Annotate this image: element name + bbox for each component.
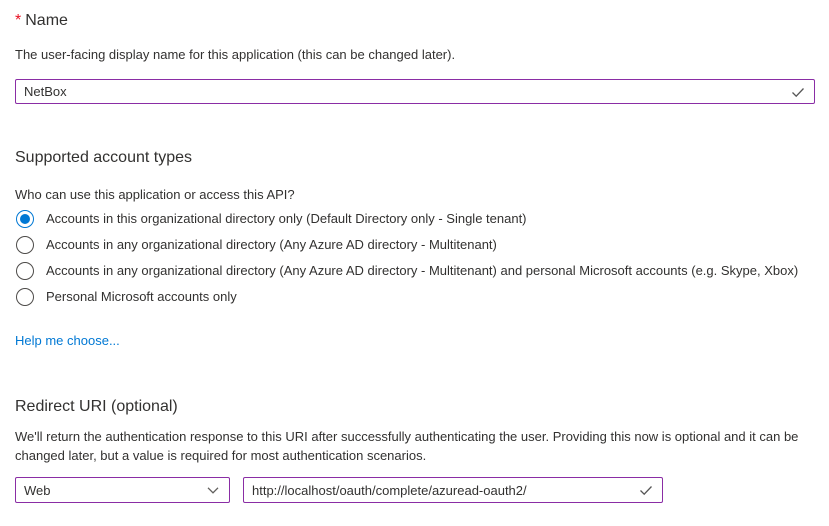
redirect-uri-description: We'll return the authentication response to this URI after successfully authenticating the user. Providing this now is optional and it can be changed later, but a value is required for most authentication scenarios. <box>15 429 799 463</box>
account-types-question: Who can use this application or access this API? <box>15 187 295 202</box>
name-section-title <box>15 10 815 32</box>
account-type-option-label: Accounts in any organizational directory (Any Azure AD directory - Multitenant) and personal Microsoft accounts (e.g. Skype, Xbox) <box>46 263 799 278</box>
app-registration-form <box>0 10 829 503</box>
name-input-field[interactable] <box>15 79 815 104</box>
chevron-down-icon <box>205 482 221 498</box>
account-type-option-single-tenant[interactable] <box>15 206 815 232</box>
checkmark-icon <box>790 84 806 100</box>
account-type-option-label: Accounts in this organizational directory only (Default Directory only - Single tenant) <box>46 211 527 226</box>
account-type-option-label: Personal Microsoft accounts only <box>46 289 237 304</box>
required-asterisk: * <box>15 12 22 29</box>
redirect-uri-input-field[interactable] <box>243 477 663 503</box>
account-type-option-multitenant[interactable] <box>15 232 815 258</box>
name-title-text: Name <box>25 12 68 29</box>
account-type-option-personal-only[interactable] <box>15 284 815 310</box>
radio-icon[interactable] <box>16 210 34 228</box>
radio-icon[interactable] <box>16 288 34 306</box>
redirect-uri-row <box>15 477 815 503</box>
redirect-uri-input[interactable] <box>252 483 638 498</box>
name-input[interactable] <box>24 84 790 99</box>
radio-icon[interactable] <box>16 236 34 254</box>
name-description: The user-facing display name for this application (this can be changed later). <box>15 47 456 62</box>
platform-select-value: Web <box>24 482 51 498</box>
help-me-choose-link[interactable]: Help me choose... <box>15 333 120 348</box>
account-type-radio-group <box>15 206 815 310</box>
radio-icon[interactable] <box>16 262 34 280</box>
checkmark-icon <box>638 482 654 498</box>
account-type-option-label: Accounts in any organizational directory (Any Azure AD directory - Multitenant) <box>46 237 497 252</box>
supported-account-types-title: Supported account types <box>15 149 193 166</box>
redirect-uri-title: Redirect URI (optional) <box>15 398 178 415</box>
account-type-option-multitenant-personal[interactable] <box>15 258 815 284</box>
platform-select[interactable] <box>15 477 230 503</box>
